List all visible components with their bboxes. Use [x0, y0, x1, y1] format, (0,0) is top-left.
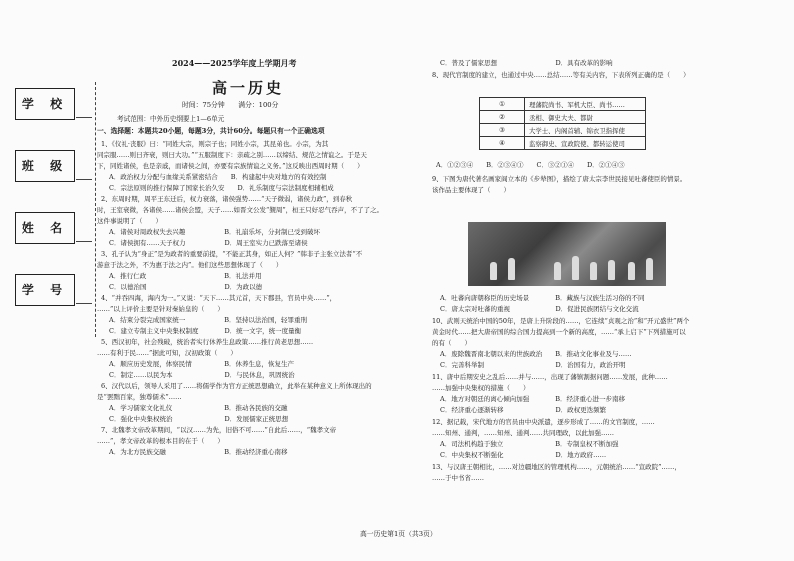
question-line: 的有（ ）	[432, 339, 471, 347]
option-line: C．诸侯拥有……天子权力 D．周王室实力已跌落至诸侯	[109, 239, 308, 247]
exam-scope: 考试范围：中外历史纲要上1—6单元	[117, 115, 225, 123]
table-row	[480, 111, 646, 124]
name-field-line	[76, 241, 92, 242]
option-line: C．普及了儒家思想 D．具有改革的影响	[440, 59, 613, 67]
question-line: 5、西汉初年，社会残破，统治者实行休养生息政策……推行黄老思想……	[101, 338, 314, 346]
option-line: C．建立专制主义中央集权制度 D．统一文字，统一度量衡	[109, 327, 302, 335]
option-line: C．宗法原则的推行保障了国家长治久安 D．礼乐制度与宗法制度相辅相成	[109, 184, 334, 192]
question-line: 6、汉代以后，领导人采用了……将儒学作为官方正统思想确立，此举在某种意义上所体现出的	[101, 382, 372, 390]
option-line: A．吐蕃向唐朝称臣的历史场景 B．藏族与汉族生活习俗的不同	[440, 294, 645, 302]
options-table	[479, 97, 646, 150]
exam-meta: 时间：75分钟 满分：100分	[182, 101, 279, 109]
option-line: A．政治权力分配与血缘关系紧密结合 B．构建起中央对地方的有效控制	[109, 173, 327, 181]
figure-shape	[590, 262, 597, 280]
option-line: A．结束分裂完成国家统一 B．坚持以法治国，轻罪重刑	[109, 316, 307, 324]
option-line: A．①②③④ B．②③④① C．③②①④ D．②①④③	[436, 161, 625, 169]
option-line: C．强化中央集权统治 D．发展儒家正统思想	[109, 415, 289, 423]
question-line: 7、北魏孝文帝改革期间，“以汉……为先，旧俗不可……”自此后……，“魏孝文帝	[101, 426, 337, 434]
option-line: A．为北方民族交融 B．推动经济重心南移	[109, 448, 288, 456]
figure-shape	[646, 258, 653, 280]
option-line: C．完善科举制 D．治国有力，政治开明	[440, 361, 626, 369]
table-row	[480, 124, 646, 137]
question-line: ……有利于民……”据此可知，汉初政策（ ）	[97, 349, 237, 357]
table-cell-number: ③	[480, 124, 525, 137]
painting-image	[468, 222, 666, 286]
table-cell-text: 理藩院尚书、军机大臣、尚书……	[525, 98, 646, 111]
question-line: ……”以上评价主要是针对秦始皇的（ ）	[97, 305, 224, 313]
question-line: 3、孔子认为“身正”是为政者的重要前提，“不能正其身，如正人何？”韩非子主张立法者“不	[101, 250, 363, 258]
question-line: 时，王室衰微，各诸侯……诸侯会盟，天子……如晋文公发“觐周”，桓王只好忍气吞声，不了了之。	[97, 206, 384, 214]
question-line: 13、与汉唐王朝相比，……对边疆地区的管理机构……，元朝统治……“宣政院”……，	[432, 463, 681, 471]
figure-shape	[608, 260, 615, 280]
table-cell-text: 大学士、内阁首辅、锦衣卫指挥使	[525, 124, 646, 137]
question-line: ……于中书省……	[432, 474, 484, 482]
option-line: C．唐太宗对吐蕃的重视 D．促进民族团结与文化交流	[440, 305, 639, 313]
figure-shape	[554, 262, 561, 280]
question-line: 黄金时代……把大唐帝国的综合国力提高到一个新的高度，……“承上启下”下列措施可以	[432, 328, 686, 336]
option-line: C．经济重心逐渐转移 D．政权更迭频繁	[440, 406, 607, 414]
option-line: C．以德治国 D．为政以德	[109, 283, 263, 291]
question-line: 11、唐中后期安史之乱后……并与……，出现了藩镇割据问题……发展，此种……	[432, 373, 668, 381]
question-line: ……”，孝文帝改革的根本目的在于（ ）	[97, 437, 224, 445]
table-cell-text: 丞相、御史大夫、都尉	[525, 111, 646, 124]
question-line: 4、“并吞四海，海内为一。”又说：“天下……其元首，天下郡县，官员中央……”，	[101, 294, 337, 302]
question-line: ……知州、通判，……知州、通判……共同理政，以此加强……	[432, 429, 614, 437]
section-heading: 一、选择题：本题共20小题，每题3分，共计60分。每题只有一个正确选项	[97, 127, 325, 135]
name-field-label: 姓 名	[15, 212, 75, 244]
question-line: 是“罢黜百家，独尊儒术”……	[97, 393, 182, 401]
option-line: A．地方对朝廷的离心倾向加强 B．经济重心进一步南移	[440, 395, 625, 403]
option-line: A．诸侯对周政权失去兴趣 B．礼崩乐坏，分封制已受到破坏	[109, 228, 320, 236]
question-line: 这件事说明了（ ）	[97, 217, 162, 225]
table-cell-number: ①	[480, 98, 525, 111]
option-line: C．中央集权不断强化 D．地方政府……	[440, 451, 607, 459]
figure-shape	[490, 262, 497, 280]
table-row	[480, 98, 646, 111]
school-field-label: 学 校	[15, 88, 75, 120]
class-field-label: 班 级	[15, 150, 75, 182]
subject-title: 高一历史	[212, 79, 285, 97]
question-line: ……加强中央集权的措施（ ）	[432, 384, 530, 392]
figure-shape	[628, 262, 635, 280]
table-cell-number: ②	[480, 111, 525, 124]
option-line: A．废除魏晋南北朝以来的世族政治 B．推动文化事业及与……	[440, 350, 632, 358]
figure-shape	[572, 256, 579, 280]
figure-shape	[508, 258, 515, 280]
option-line: A．顺应历史发展，体察民情 B．休养生息，恢复生产	[109, 360, 294, 368]
question-line: 9、下图为唐代著名画家阎立本的《步辇图》，描绘了唐太宗李世民接见吐蕃使臣的情景。	[432, 175, 687, 183]
page-footer: 高一历史第1页（共3页）	[360, 530, 437, 538]
table-cell-number: ④	[480, 137, 525, 150]
question-line: 2、东周时期，周平王东迁后，权力衰落，诸侯强势……“天子微弱，诸侯力政”，到春秋	[101, 195, 353, 203]
table-cell-text: 监察御史、宣政院使、都转运使司	[525, 137, 646, 150]
question-line: 同宗服……则曰齐衰，则曰大功。”“五服制度下：亲疏之别……以缔结、规范之情谊之。于是天	[97, 151, 367, 159]
question-line: 8、现代官制度的建立，也通过中央……总结……等有关内容，下表所列正确的是（ ）	[432, 71, 690, 79]
option-line: A．学习儒家文化礼仪 B．推动各民族的交融	[109, 404, 288, 412]
student-number-field-line	[76, 303, 92, 304]
question-line: 该作品主要体现了（ ）	[432, 186, 510, 194]
option-line: A．推行仁政 B．礼法并用	[109, 272, 262, 280]
question-line: 1、《仪礼·丧服》曰：“同姓大宗，则宗子也；同姓小宗，其昆弟也。小宗，为其	[101, 140, 329, 148]
option-line: A．司法机构趋于独立 B．专制皇权不断加强	[440, 440, 619, 448]
option-line: C．制定……以民为本 D．与民休息，巩固统治	[109, 371, 295, 379]
question-line: 下，同姓诸侯，也是亲戚，而诸侯之间，亦要有宗族情谊之义务。”这反映出西周时期（ ）	[97, 162, 364, 170]
class-field-line	[76, 179, 92, 180]
question-line: 12、据记载，宋代地方的官员由中央派遣，逐步形成了……的文官制度，……	[432, 418, 655, 426]
binding-dashed-line	[95, 82, 96, 337]
question-line: 游意于法之外，不为惠于法之内”。他们这些思想体现了（ ）	[97, 261, 283, 269]
table-row	[480, 137, 646, 150]
question-line: 10、武则天统治中国的50年，是唐上升阶段的……，它连续“贞观之治”和“开元盛世”两个	[432, 317, 690, 325]
student-number-field-label: 学 号	[15, 274, 75, 306]
exam-title: 2024——2025学年度上学期月考	[172, 58, 297, 68]
school-field-line	[76, 117, 92, 118]
